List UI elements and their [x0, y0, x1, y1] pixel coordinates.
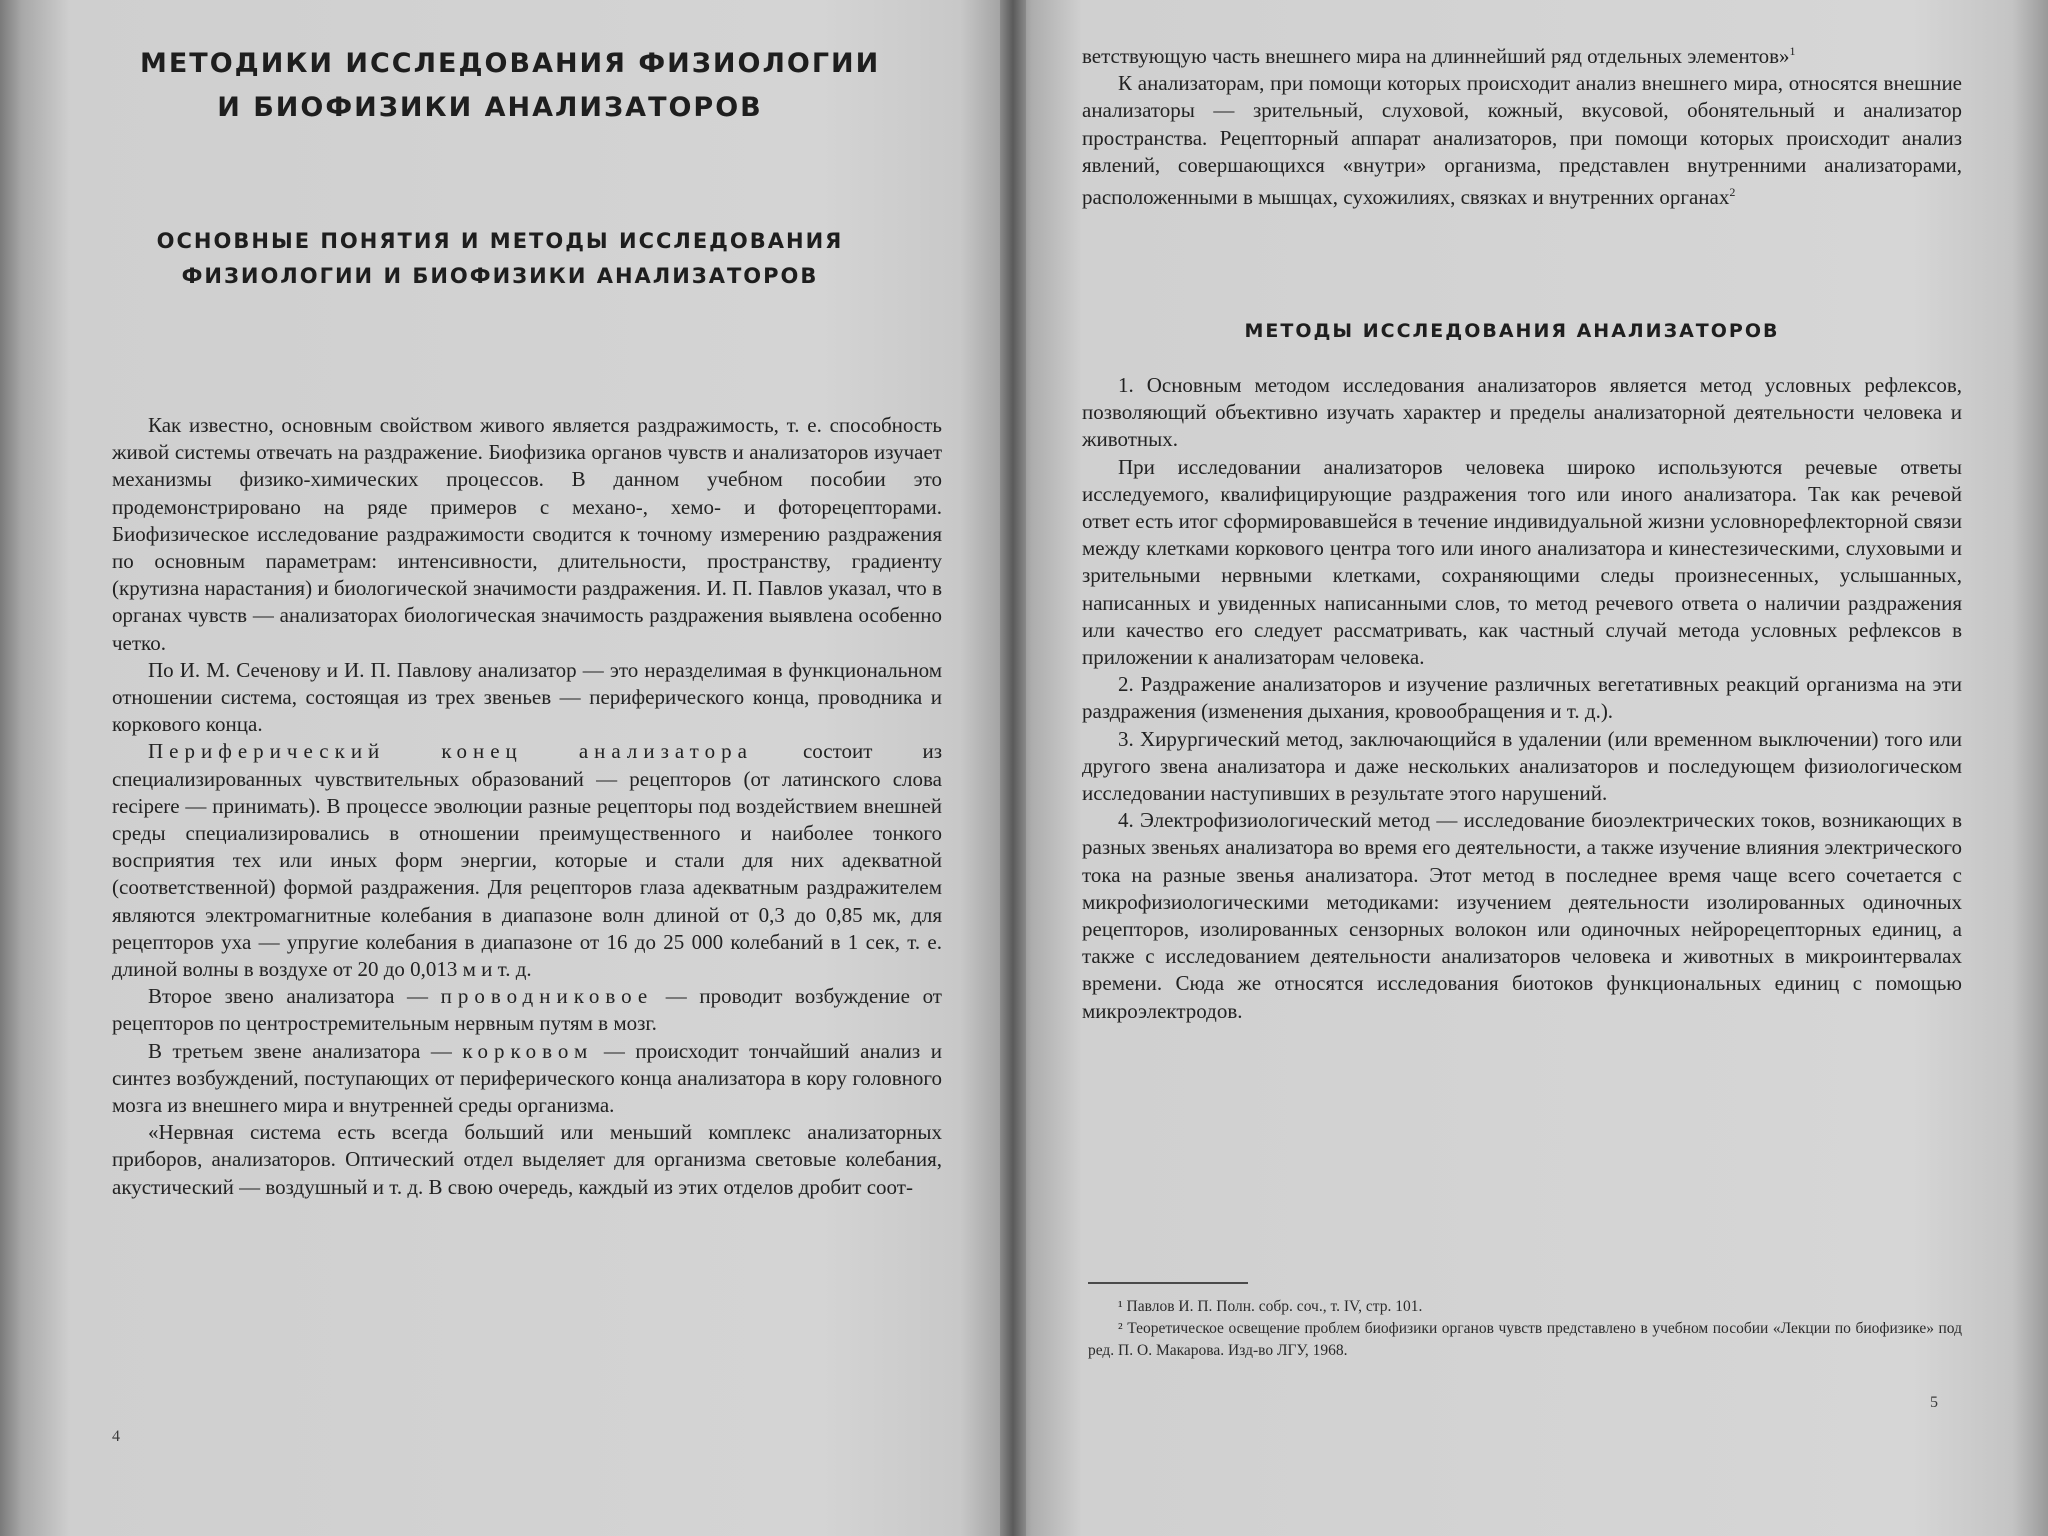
right-page-top-text: [1082, 38, 1962, 211]
right-page-body: [1082, 372, 1962, 1025]
paragraph: [112, 738, 942, 983]
main-title: [140, 42, 881, 130]
paragraph: Как известно, основным свойством живого является раздражимость, т. е. способность живой системы отвечать на раздражение. Биофизика органов чувств и анализаторов изучает механизмы физико-химических процессов. В данном учебном пособии это продемонстрировано на ряде примеров с механо-, хемо- и фоторецепторами. Биофизическое исследование раздражимости сводится к точному измерению раздражения по основным параметрам: интенсивности, длительности, пространству, градиенту (крутизна нарастания) и биологической значимости раздражения. И. П. Павлов указал, что в органах чувств — анализаторах биологическая значимость раздражения выявлена особенно четко.: [112, 413, 942, 655]
term-cortical: корковом: [462, 1038, 594, 1063]
paragraph: [1082, 70, 1962, 211]
page-number-left: 4: [112, 1428, 120, 1445]
left-page-body: [112, 412, 942, 1201]
paragraph-text: — происходит тончайший анализ и синтез возбуждений, поступающих от периферического конца анализатора в кору головного мозга из внешнего мира и внутренней среды организма.: [112, 1038, 942, 1118]
paragraph: 4. Электрофизиологический метод — исследование биоэлектрических токов, возникающих в разных звеньях анализатора во время его деятельности, а также изучение влияния электрического тока на разные звенья анализатора. Этот метод в последнее время чаще всего сочетается с микрофизиологическими методиками: изучением деятельности изолированных одиночных рецепторов, изолированных сензорных волокон или одиночных нейрорецепторных единиц, а также с исследованием деятельности анализаторов человека и животных в микроинтервалах времени. Сюда же относятся исследования биотоков функциональных единиц с помощью микроэлектродов.: [1082, 808, 1962, 1023]
paragraph-text: состоит из специализированных чувствительных образований — рецепторов (от латинского слова recipere — принимать). В процессе эволюции разные рецепторы под воздействием внешней среды специализировались в отношении преимущественного и наиболее тонкого восприятия тех или иных форм энергии, которые и стали для них адекватной (соответственной) формой раздражения. Для рецепторов глаза адекватным раздражителем являются электромагнитные колебания в диапазоне волн длиной от 0,3 до 0,85 мк, для рецепторов уха — упругие колебания в диапазоне от 16 до 25 000 колебаний в 1 сек, т. е. длиной волны в воздухе от 20 до 0,013 м и т. д.: [112, 739, 943, 982]
paragraph-text: ветствующую часть внешнего мира на длиннейший ряд отдельных элементов»: [1082, 44, 1790, 68]
footnote: ² Теоретическое освещение проблем биофизики органов чувств представлено в учебном пособии «Лекции по биофизике» под ред. П. О. Макарова. Изд-во ЛГУ, 1968.: [1088, 1320, 1962, 1359]
footnote-ref: 1: [1789, 44, 1796, 58]
paragraph-text: В третьем звене анализатора —: [148, 1038, 463, 1063]
sub-title-line-2: ФИЗИОЛОГИИ И БИОФИЗИКИ АНАЛИЗАТОРОВ: [181, 264, 819, 288]
paragraph-text: К анализаторам, при помощи которых происходит анализ внешнего мира, относятся внешние анализаторы — зрительный, слуховой, кожный, вкусовой, обонятельный и анализатор пространства. Рецепторный аппарат анализаторов, при помощи которых происходит анализ явлений, совершающихся «внутри» организма, представлен внутренними анализаторами, расположенными в мышцах, сухожилиях, связках и внутренних органах: [1082, 71, 1962, 210]
paragraph: По И. М. Сеченову и И. П. Павлову анализатор — это неразделимая в функциональном отношении система, состоящая из трех звеньев — периферического конца, проводника и коркового конца.: [112, 657, 942, 737]
paragraph: При исследовании анализаторов человека широко используются речевые ответы исследуемого, квалифицирующие раздражения того или иного анализатора. Так как речевой ответ есть итог сформировавшейся в течение индивидуальной жизни условнорефлекторной связи между клетками коркового центра того или иного анализатора и кинестезическими, слуховыми и зрительными нервными клетками, сохраняющими следы произнесенных, услышанных, написанных и увиденных написанными слов, то метод речевого ответа о наличии раздражения или качество его следует рассматривать, как частный случай метода условных рефлексов в приложении к анализаторам человека.: [1082, 454, 1962, 670]
paragraph-text: Второе звено анализатора —: [148, 984, 441, 1009]
paragraph: 1. Основным методом исследования анализаторов является метод условных рефлексов, позволяющий объективно изучать характер и пределы анализаторной деятельности человека и животных.: [1082, 373, 1962, 452]
sub-title-line-1: ОСНОВНЫЕ ПОНЯТИЯ И МЕТОДЫ ИССЛЕДОВАНИЯ: [156, 229, 844, 253]
paragraph: [112, 983, 942, 1037]
sub-title: [150, 224, 850, 294]
main-title-line-2: И БИОФИЗИКИ АНАЛИЗАТОРОВ: [217, 92, 763, 123]
left-page: [0, 0, 1012, 1536]
term-peripheral: Периферический конец анализатора: [148, 739, 753, 764]
book-gutter: [1000, 0, 1026, 1536]
footnote-ref: 2: [1729, 185, 1736, 200]
page-number-right: 5: [1930, 1394, 1938, 1411]
main-title-line-1: МЕТОДИКИ ИССЛЕДОВАНИЯ ФИЗИОЛОГИИ: [140, 48, 881, 79]
paragraph: [1082, 38, 1962, 70]
footnote-divider: [1088, 1282, 1248, 1284]
paragraph: [112, 1038, 942, 1120]
right-page: [1012, 0, 2048, 1536]
paragraph: 2. Раздражение анализаторов и изучение различных вегетативных реакций организма на эти раздражения (изменения дыхания, кровообращения и т. д.).: [1082, 672, 1962, 724]
footnote: ¹ Павлов И. П. Полн. собр. соч., т. IV, стр. 101.: [1118, 1298, 1423, 1315]
section-title: МЕТОДЫ ИССЛЕДОВАНИЯ АНАЛИЗАТОРОВ: [1244, 320, 1780, 342]
paragraph-text: — проводит возбуждение от рецепторов по центростремительным нервным путям в мозг.: [112, 984, 942, 1036]
paragraph: «Нервная система есть всегда больший или меньший комплекс анализаторных приборов, анализаторов. Оптический отдел выделяет для организма световые колебания, акустический — воздушный и т. д. В свою очередь, каждый из этих отделов дробит соот-: [112, 1120, 942, 1199]
paragraph: 3. Хирургический метод, заключающийся в удалении (или временном выключении) того или другого звена анализатора и даже нескольких анализаторов и последующем физиологическом исследовании наступивших в результате этого нарушений.: [1082, 726, 1962, 806]
footnotes: [1088, 1296, 1962, 1362]
term-conductive: проводниковое: [440, 984, 654, 1009]
